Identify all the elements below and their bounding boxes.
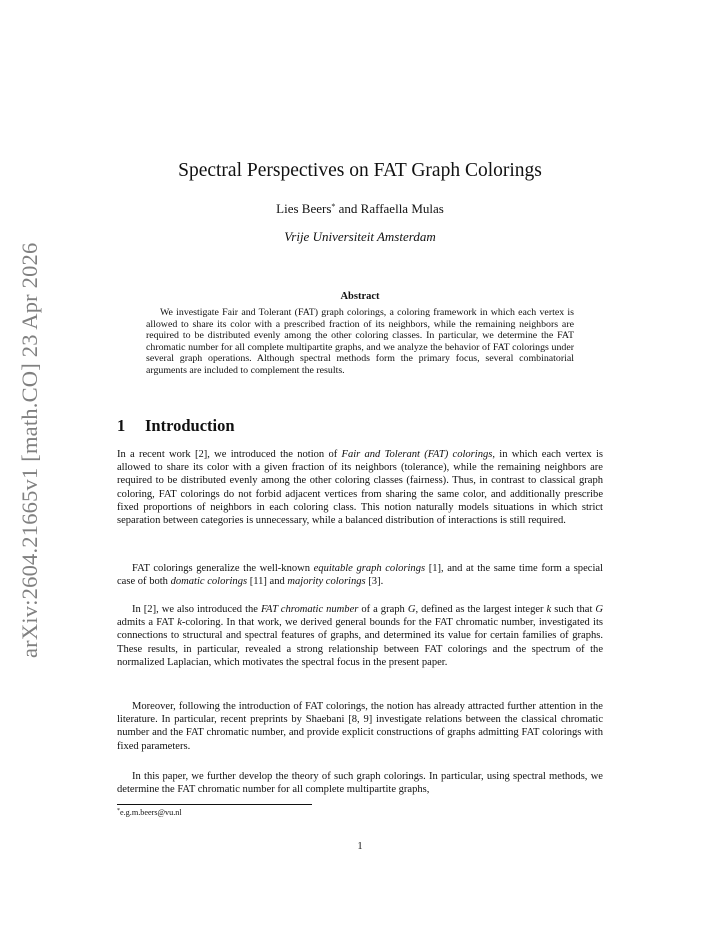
- footnote-mark: *: [331, 202, 336, 211]
- paragraph: [117, 700, 603, 753]
- math-symbol: G: [407, 604, 416, 615]
- abstract-heading: Abstract: [340, 291, 380, 302]
- paragraph: [117, 770, 603, 796]
- math-symbol: k: [546, 604, 552, 615]
- section-number: 1: [117, 416, 126, 435]
- footnote-mark: *: [117, 808, 120, 814]
- footnote-rule: [117, 804, 312, 805]
- abstract-text: We investigate Fair and Tolerant (FAT) graph colorings, a coloring framework in which each vertex is allowed to share its color with a prescribed fraction of its neighbors, while the remaining neighbors are required to be distributed evenly among the other coloring classes. In particular, we determine the FAT chromatic number for all complete multipartite graphs, and we analyze the behavior of FAT colorings under several graph operations. Although spectral methods form the primary focus, several combinatorial arguments are included to complement the results.: [146, 307, 574, 376]
- text-run: FAT colorings generalize the well-known: [132, 563, 314, 574]
- text-run: [11] and: [247, 576, 288, 588]
- author-line: [0, 201, 720, 217]
- paragraph: [117, 603, 603, 669]
- emphasis: Fair and Tolerant (FAT) colorings: [341, 449, 493, 460]
- text-run: In this paper, we further develop the theory of such graph colorings. In particular, using spectral methods, we determine the FAT chromatic number for all complete multipartite graphs,: [117, 771, 603, 796]
- section-title: Introduction: [145, 416, 235, 435]
- arxiv-identifier: arXiv:2604.21665v1 [math.CO] 23 Apr 2026: [17, 242, 42, 658]
- paper-title: Spectral Perspectives on FAT Graph Colorings: [178, 160, 542, 181]
- footnote-email: e.g.m.beers@vu.nl: [120, 808, 182, 817]
- emphasis: domatic colorings: [170, 576, 248, 588]
- text-run: [3].: [365, 576, 384, 588]
- affiliation: Vrije Universiteit Amsterdam: [284, 229, 436, 244]
- emphasis: equitable graph colorings: [313, 563, 426, 574]
- text-run: , in which each vertex is allowed to share its color with a given fraction of its neighbors (tolerance), while the remaining neighbors are required to be distributed evenly among the other coloring classes (fairness). Thus, in contrast to classical graph coloring, FAT colorings do not forbid adjacent vertices from sharing the same color, and additionally prescribe fixed proportions of neighbors in each coloring class. This notion naturally models situations in which strict separation between categories is unnecessary, while a balanced distribution of interactions is still required.: [117, 449, 603, 527]
- emphasis: majority colorings: [287, 576, 366, 588]
- section-heading: [117, 416, 235, 436]
- text-run: such that: [551, 604, 596, 615]
- author-name: Raffaella Mulas: [360, 201, 444, 216]
- text-run: In [2], we also introduced the: [132, 604, 261, 615]
- math-symbol: G: [595, 604, 603, 615]
- text-run: admits a FAT: [117, 617, 178, 629]
- page-number: 1: [357, 841, 363, 852]
- text-run: , defined as the largest integer: [415, 604, 547, 615]
- author-connector: and: [335, 201, 361, 216]
- text-run: In a recent work [2], we introduced the notion of: [117, 449, 342, 460]
- footnote: [117, 808, 182, 817]
- author-name: Lies Beers: [276, 201, 332, 216]
- paragraph: [117, 448, 603, 527]
- text-run: of a graph: [358, 604, 408, 615]
- math-symbol: k: [177, 617, 182, 629]
- text-run: [1], and at the same time form a special case of both: [117, 563, 603, 588]
- paragraph: [117, 562, 603, 588]
- text-run: -coloring. In that work, we derived general bounds for the FAT chromatic number, investigated its connections to structural and spectral features of graphs, and determined its value for certain families of graphs. These results, in particular, revealed a strong relationship between FAT colorings and the spectrum of the normalized Laplacian, which motivates the spectral focus in the present paper.: [117, 617, 604, 668]
- emphasis: FAT chromatic number: [260, 604, 359, 615]
- text-run: Moreover, following the introduction of FAT colorings, the notion has already attracted further attention in the literature. In particular, recent preprints by Shaebani [8, 9] investigate relations between the classical chromatic number and the FAT chromatic number, and provide explicit constructions of graphs admitting FAT colorings with fixed parameters.: [117, 701, 603, 752]
